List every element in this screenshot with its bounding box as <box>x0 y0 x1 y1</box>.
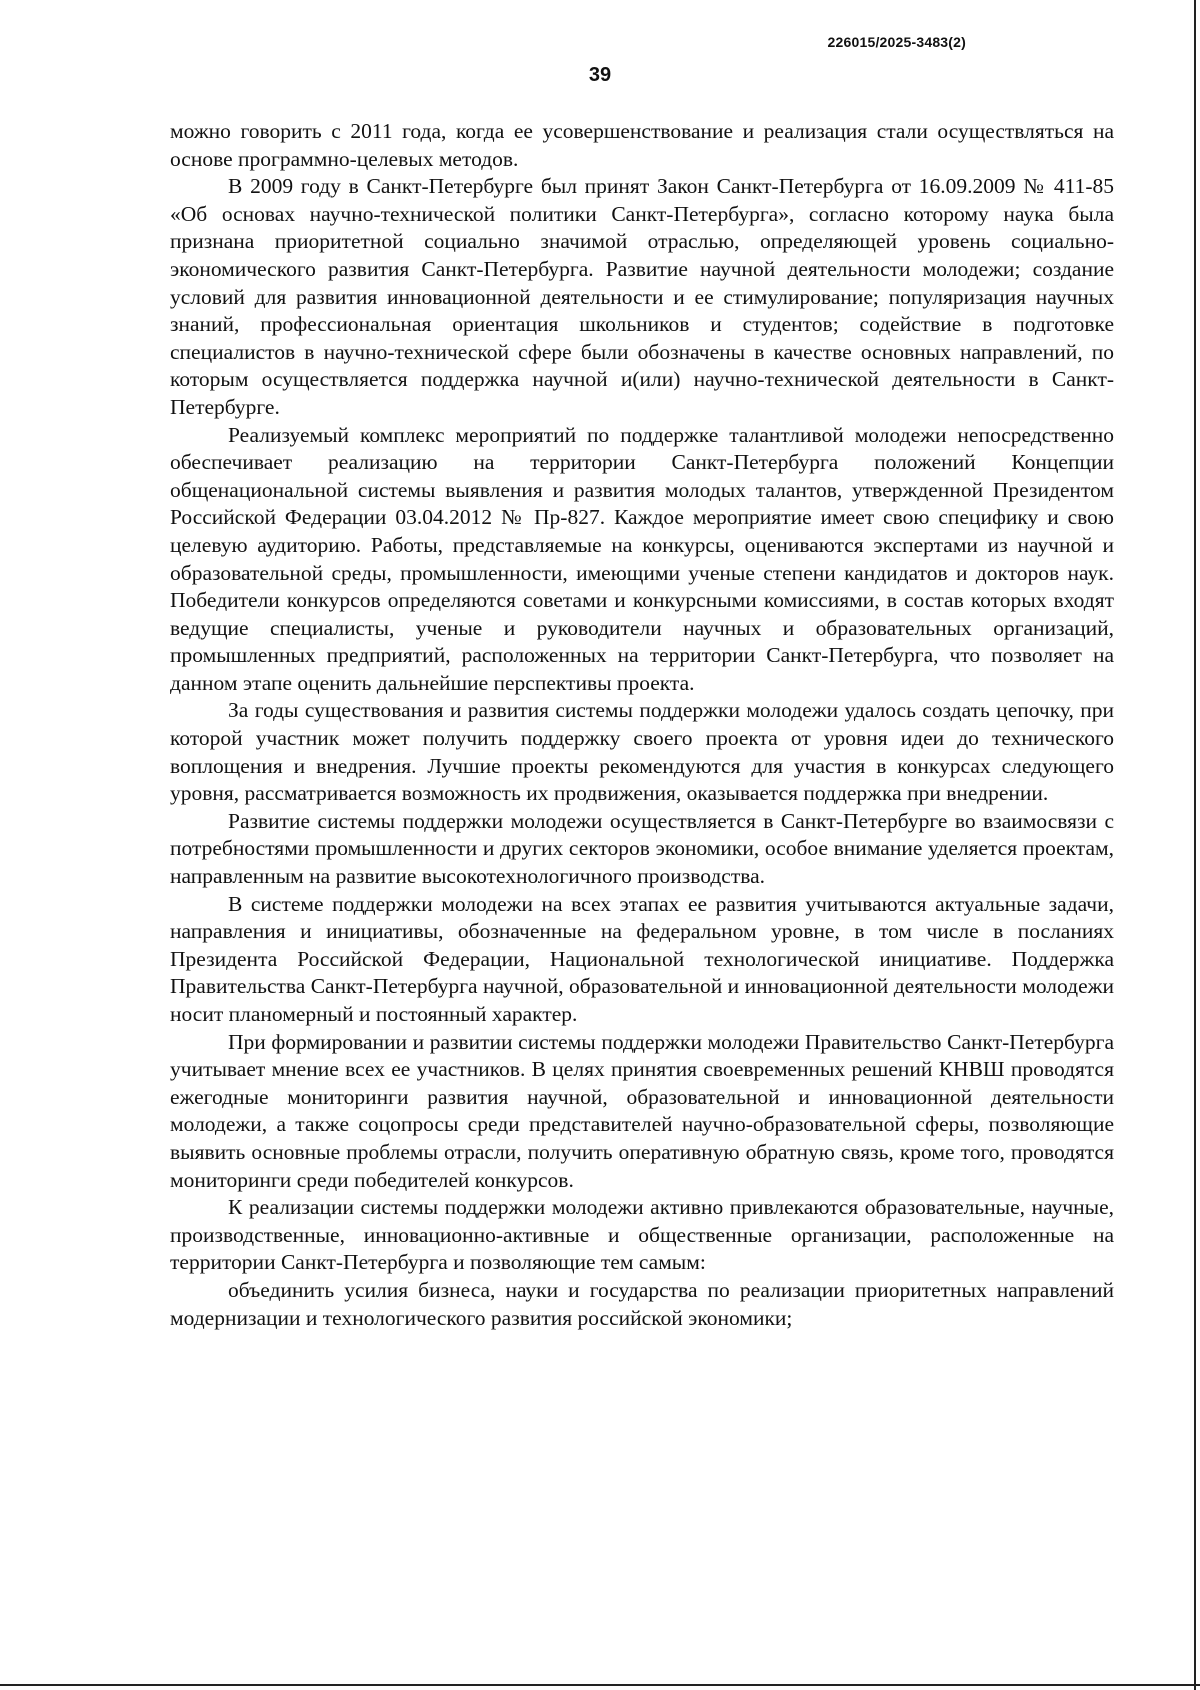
paragraph-law-2009: В 2009 году в Санкт-Петербурге был принят Закон Санкт-Петербурга от 16.09.2009 № 411-85 «Об основах научно-технической политики Санкт-Петербурга», согласно которому наука была признана приоритетной социально значимой отраслью, определяющей уровень социально-экономического развития Санкт-Петербурга. Развитие научной деятельности молодежи; создание условий для развития инновационной деятельности и ее стимулирование; популяризация научных знаний, профессиональная ориентация школьников и студентов; содействие в подготовке специалистов в научно-технической сфере были обозначены в качестве основных направлений, по которым осуществляется поддержка научной и(или) научно-технической деятельности в Санкт-Петербурге. <box>170 174 1114 419</box>
document-id: 226015/2025-3483(2) <box>827 34 966 50</box>
paragraph-federal-initiatives: В системе поддержки молодежи на всех этапах ее развития учитываются актуальные задачи, направления и инициативы, обозначенные на федеральном уровне, в том числе в посланиях Президента Российской Федерации, Национальной технологической инициативе. Поддержка Правительства Санкт-Петербурга научной, образовательной и инновационной деятельности молодежи носит планомерный и постоянный характер. <box>170 891 1114 1026</box>
page-body <box>170 118 1114 1332</box>
scan-border-bottom <box>0 1684 1200 1686</box>
paragraph-list-item: объединить усилия бизнеса, науки и государства по реализации приоритетных направлений модернизации и технологического развития российской экономики; <box>170 1277 1114 1330</box>
scan-border-right <box>1194 0 1196 1690</box>
paragraph-monitoring: При формировании и развитии системы поддержки молодежи Правительство Санкт-Петербурга учитывает мнение всех ее участников. В целях принятия своевременных решений КНВШ проводятся ежегодные мониторинги развития научной, образовательной и инновационной деятельности молодежи, а также соцопросы среди представителей научно-образовательной сферы, позволяющие выявить основные проблемы отрасли, получить оперативную обратную связь, кроме того, проводятся мониторинги среди победителей конкурсов. <box>170 1029 1114 1192</box>
paragraph-organizations: К реализации системы поддержки молодежи активно привлекаются образовательные, научные, производственные, инновационно-активные и общественные организации, расположенные на территории Санкт-Петербурга и позволяющие тем самым: <box>170 1195 1114 1275</box>
page-number: 39 <box>588 64 612 86</box>
paragraph-talent-support: Реализуемый комплекс мероприятий по поддержке талантливой молодежи непосредственно обеспечивает реализацию на территории Санкт-Петербурга положений Концепции общенациональной системы выявления и развития молодых талантов, утвержденной Президентом Российской Федерации 03.04.2012 № Пр-827. Каждое мероприятие имеет свою специфику и свою целевую аудиторию. Работы, представляемые на конкурсы, оцениваются экспертами из научной и образовательной среды, промышленности, имеющими ученые степени кандидатов и докторов наук. Победители конкурсов определяются советами и конкурсными комиссиями, в состав которых входят ведущие специалисты, ученые и руководители научных и образовательных организаций, промышленных предприятий, расположенных на территории Санкт-Петербурга, что позволяет на данном этапе оценить дальнейшие перспективы проекта. <box>170 422 1114 695</box>
paragraph-support-chain: За годы существования и развития системы поддержки молодежи удалось создать цепочку, при которой участник может получить поддержку своего проекта от уровня идеи до технического воплощения и внедрения. Лучшие проекты рекомендуются для участия в конкурсах следующего уровня, рассматривается возможность их продвижения, оказывается поддержка при внедрении. <box>170 698 1114 806</box>
paragraph-continuation: можно говорить с 2011 года, когда ее усовершенствование и реализация стали осуществляться на основе программно-целевых методов. <box>170 119 1114 171</box>
paragraph-industry-link: Развитие системы поддержки молодежи осуществляется в Санкт-Петербурге во взаимосвязи с потребностями промышленности и других секторов экономики, особое внимание уделяется проектам, направленным на развитие высокотехнологичного производства. <box>170 808 1114 889</box>
